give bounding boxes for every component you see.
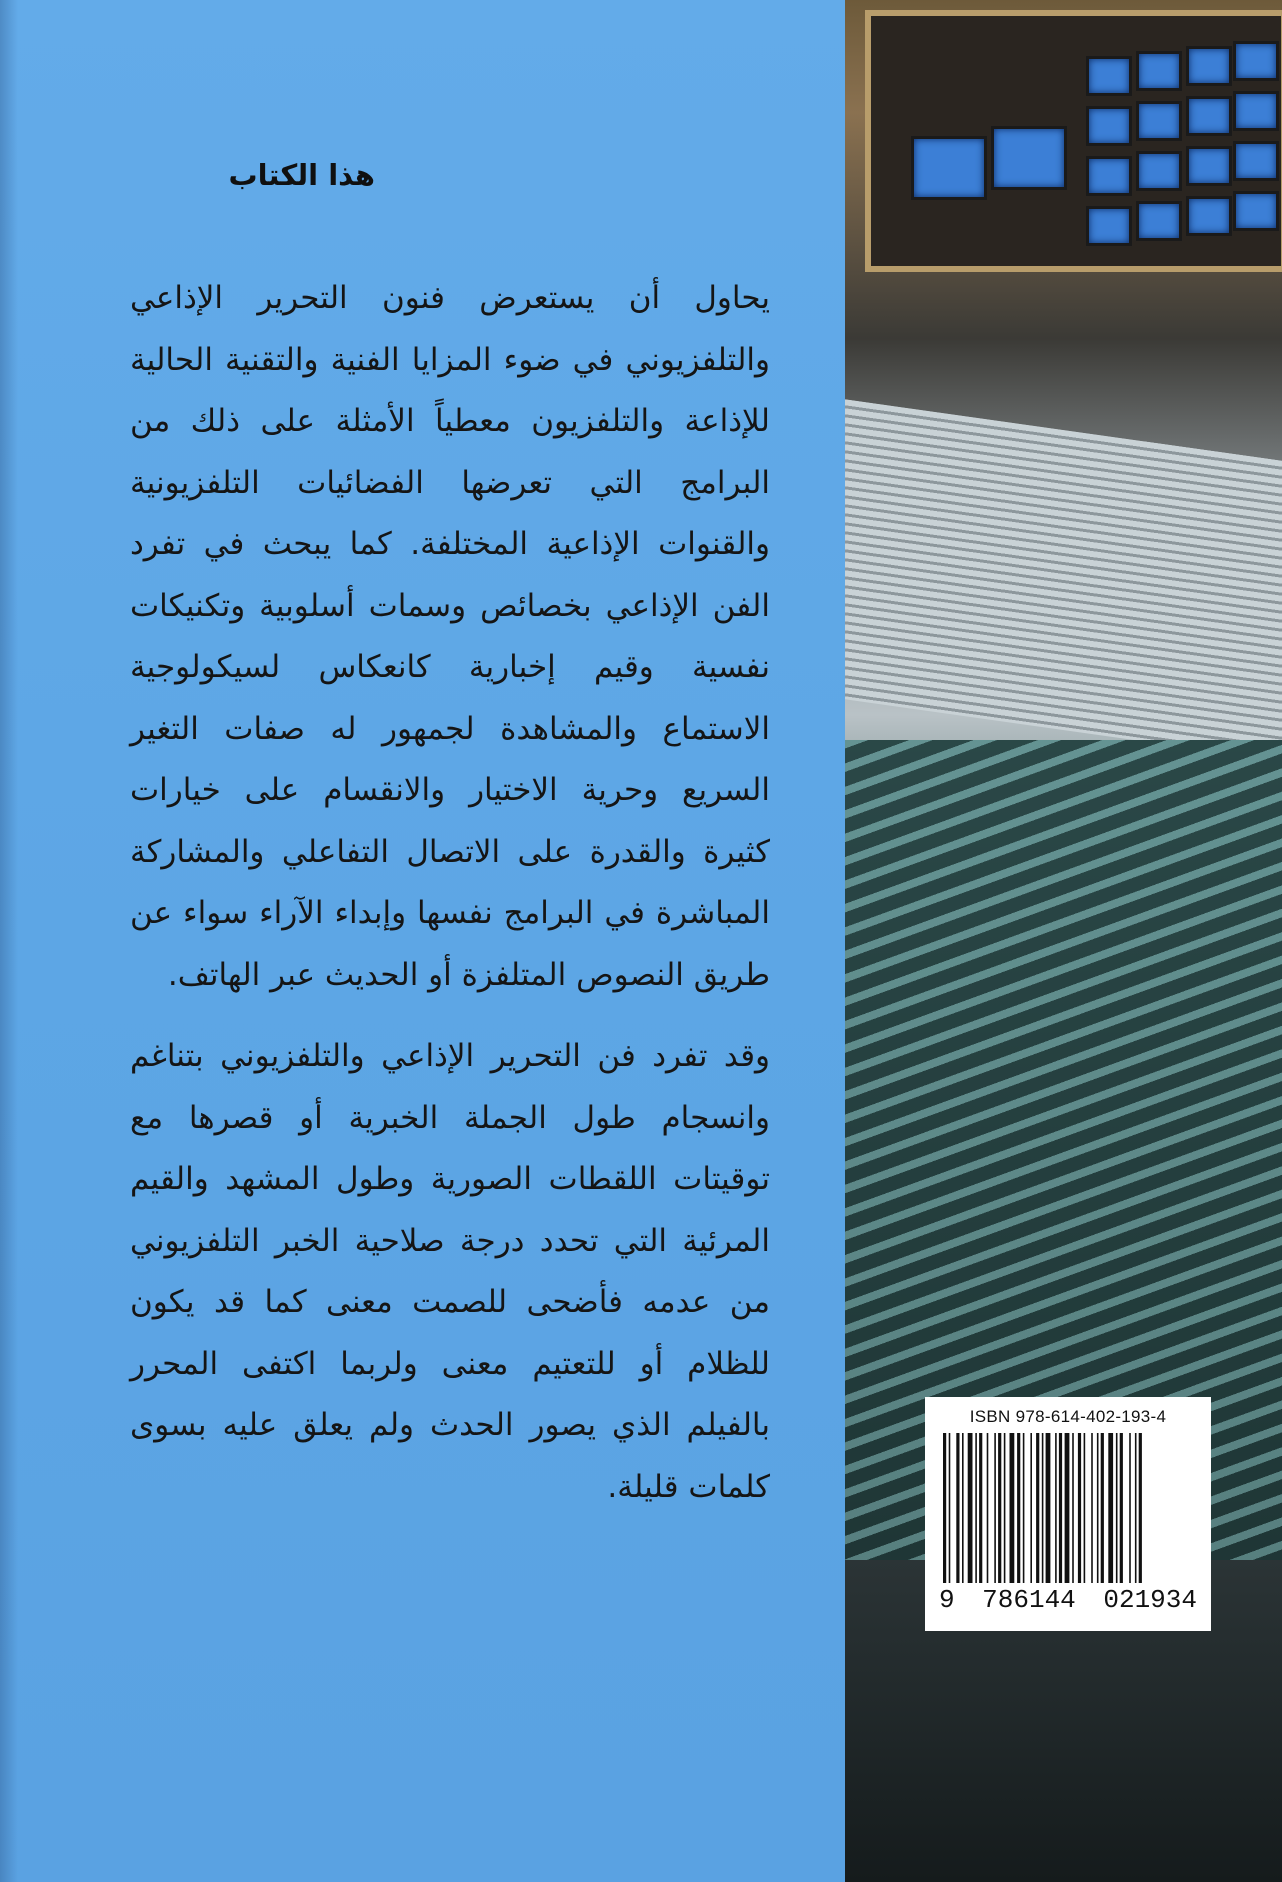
barcode-digit-group: 786144 [982,1585,1076,1615]
small-monitor [1136,51,1182,91]
small-monitor [1086,206,1132,246]
isbn-barcode [925,1397,1211,1631]
blurb-paragraph-1: يحاول أن يستعرض فنون التحرير الإذاعي والتلفزيوني في ضوء المزايا الفنية والتقنية الحالية للإذاعة والتلفزيون معطياً الأمثلة على ذلك من البرامج التي تعرضها الفضائيات التلفزيونية والقنوات الإذاعية المختلفة. كما يبحث في تفرد الفن الإذاعي بخصائص وسمات أسلوبية وتكنيكات نفسية وقيم إخبارية كانعكاس لسيكولوجية الاستماع والمشاهدة لجمهور له صفات التغير السريع وحرية الاختيار والانقسام على خيارات كثيرة والقدرة على الاتصال التفاعلي والمشاركة المباشرة في البرامج نفسها وإبداء الآراء سواء عن طريق النصوص المتلفزة أو الحديث عبر الهاتف. [130,280,770,993]
isbn-label: ISBN 978-614-402-193-4 [969,1407,1167,1426]
small-monitor [1233,141,1279,181]
small-monitor [1136,151,1182,191]
barcode-digit-group: 021934 [1103,1585,1197,1615]
small-monitor [1086,156,1132,196]
small-monitor [1186,196,1232,236]
small-monitor [1136,101,1182,141]
small-monitor [1086,106,1132,146]
small-monitor [1186,96,1232,136]
news-monitor [991,126,1067,190]
small-monitor [1136,201,1182,241]
barcode-digits [939,1585,1197,1615]
blurb-paragraph-2: وقد تفرد فن التحرير الإذاعي والتلفزيوني بتناغم وانسجام طول الجملة الخبرية أو قصرها مع توقيتات اللقطات الصورية وطول المشهد والقيم المرئية التي تحدد درجة صلاحية الخبر التلفزيوني من عدمه فأضحى للصمت معنى كما قد يكون للظلام أو للتعتيم معنى ولربما اكتفى المحرر بالفيلم الذي يصور الحدث ولم يعلق عليه بسوى كلمات قليلة. [130,1038,770,1505]
monitor-bank [865,10,1282,272]
small-monitor [1233,191,1279,231]
small-monitor [1233,91,1279,131]
back-cover-blurb [130,268,770,1518]
barcode-digit-group: 9 [939,1585,955,1615]
news-monitor [911,136,987,200]
small-monitor [1086,56,1132,96]
back-cover-heading: هذا الكتاب [228,158,375,192]
barcode-bars [939,1433,1197,1583]
small-monitor [1233,41,1279,81]
small-monitor [1186,46,1232,86]
mixing-console [845,399,1282,760]
small-monitor [1186,146,1232,186]
